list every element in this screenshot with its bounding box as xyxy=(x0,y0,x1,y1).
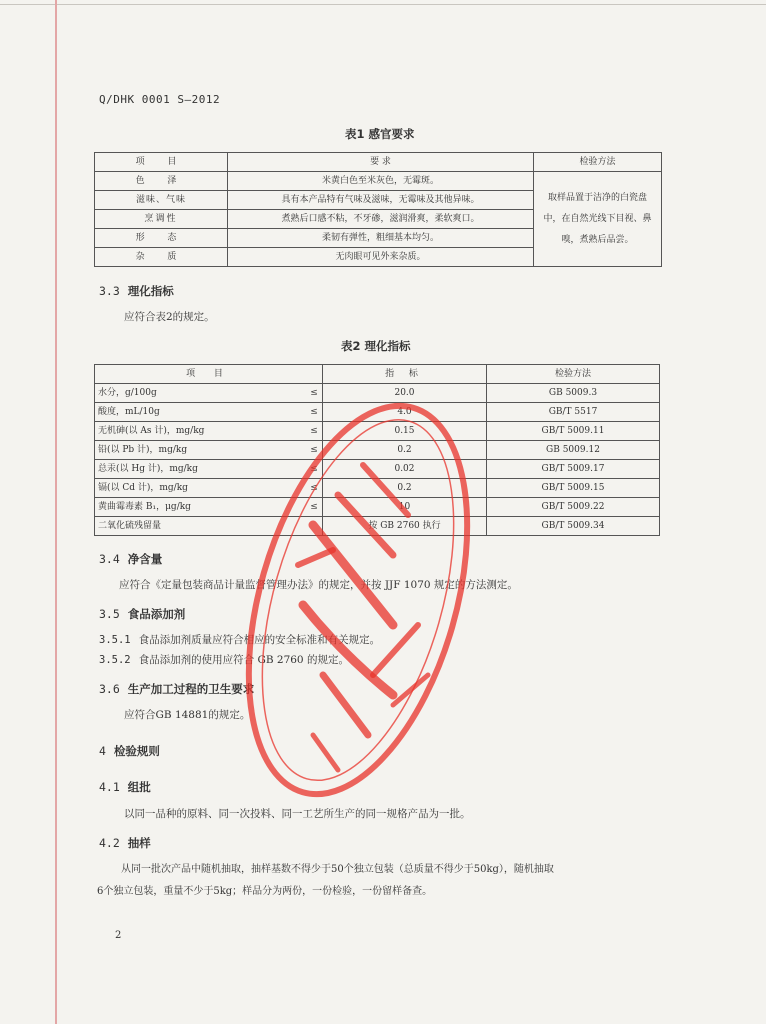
section-number: 4 xyxy=(99,744,106,758)
section-number: 3.5 xyxy=(99,607,120,621)
section-number: 4.1 xyxy=(99,780,120,794)
method-cell: GB/T 5009.15 xyxy=(487,479,660,498)
clause-text: 食品添加剂的使用应符合 GB 2760 的规定。 xyxy=(138,654,349,666)
section-4-2-text-line1: 从同一批次产品中随机抽取，抽样基数不得少于50个独立包装（总质量不得少于50kg），随机抽取 xyxy=(121,864,554,875)
section-4-2-text-line2: 6个独立包装，重量不少于5kg；样品分为两份，一份检验，一份留样备查。 xyxy=(97,886,433,897)
method-cell: 取样品置于洁净的白瓷盘中，在自然光线下目视、鼻嗅，煮熟后品尝。 xyxy=(534,172,662,267)
section-title: 净含量 xyxy=(127,552,163,566)
value-cell: 按 GB 2760 执行 xyxy=(323,517,487,536)
requirement-cell: 煮熟后口感不粘，不牙碜，滋润滑爽，柔软爽口。 xyxy=(228,210,534,229)
section-title: 检验规则 xyxy=(113,744,160,758)
method-cell: GB/T 5009.34 xyxy=(487,517,660,536)
method-cell: GB/T 5009.17 xyxy=(487,460,660,479)
value-cell: 0.15 xyxy=(323,422,487,441)
operator-cell: ≤ xyxy=(306,460,323,479)
clause-text: 食品添加剂质量应符合相应的安全标准和有关规定。 xyxy=(138,634,381,646)
item-cell: 水分，g/100g xyxy=(95,384,307,403)
value-cell: 20.0 xyxy=(323,384,487,403)
item-cell: 总汞(以 Hg 计)，mg/kg xyxy=(95,460,307,479)
header-cell: 项 目 xyxy=(95,365,323,384)
operator-cell: ≤ xyxy=(306,441,323,460)
method-cell: GB/T 5009.11 xyxy=(487,422,660,441)
item-cell: 色 泽 xyxy=(95,172,228,191)
section-3-5-heading xyxy=(99,606,185,622)
header-cell: 指 标 xyxy=(323,365,487,384)
section-number: 3.3 xyxy=(99,284,120,298)
operator-cell: ≤ xyxy=(306,403,323,422)
section-title: 理化指标 xyxy=(127,284,174,298)
value-cell: 10 xyxy=(323,498,487,517)
clause-number: 3.5.1 xyxy=(99,634,131,646)
value-cell: 0.2 xyxy=(323,441,487,460)
item-cell: 滋味、气味 xyxy=(95,191,228,210)
operator-cell: ≤ xyxy=(306,384,323,403)
section-title: 生产加工过程的卫生要求 xyxy=(127,682,255,696)
header-cell: 项 目 xyxy=(95,153,228,172)
item-cell: 无机砷(以 As 计)，mg/kg xyxy=(95,422,307,441)
requirement-cell: 具有本产品特有气味及滋味，无霉味及其他异味。 xyxy=(228,191,534,210)
section-number: 3.4 xyxy=(99,552,120,566)
item-cell: 酸度，mL/10g xyxy=(95,403,307,422)
section-3-6-text: 应符合GB 14881的规定。 xyxy=(124,709,251,721)
table-header-row xyxy=(95,153,662,172)
header-cell: 检验方法 xyxy=(487,365,660,384)
value-cell: 0.02 xyxy=(323,460,487,479)
section-3-6-heading xyxy=(99,681,254,697)
value-cell: 4.0 xyxy=(323,403,487,422)
requirement-cell: 柔韧有弹性，粗细基本均匀。 xyxy=(228,229,534,248)
item-cell: 二氧化硫残留量 xyxy=(95,517,307,536)
page-number: 2 xyxy=(115,930,122,941)
method-cell: GB 5009.3 xyxy=(487,384,660,403)
item-cell: 黄曲霉毒素 B₁，μg/kg xyxy=(95,498,307,517)
margin-line xyxy=(55,0,57,1024)
section-3-3-text: 应符合表2的规定。 xyxy=(124,311,215,323)
official-seal-stamp xyxy=(243,375,473,825)
operator-cell: ≤ xyxy=(306,479,323,498)
header-cell: 检验方法 xyxy=(534,153,662,172)
section-number: 3.6 xyxy=(99,682,120,696)
requirement-cell: 米黄白色至米灰色，无霉斑。 xyxy=(228,172,534,191)
section-3-3-heading xyxy=(99,283,174,299)
operator-cell: ≤ xyxy=(306,498,323,517)
page-top-edge xyxy=(0,4,766,5)
table1-caption: 表1 感官要求 xyxy=(345,127,415,141)
sensory-requirements-table xyxy=(94,152,662,267)
requirement-cell: 无肉眼可见外来杂质。 xyxy=(228,248,534,267)
table2-caption: 表2 理化指标 xyxy=(341,339,411,353)
section-4-1-text: 以同一品种的原料、同一次投料、同一工艺所生产的同一规格产品为一批。 xyxy=(124,808,471,820)
operator-cell: ≤ xyxy=(306,422,323,441)
section-4-heading xyxy=(99,743,160,759)
method-cell: GB/T 5517 xyxy=(487,403,660,422)
item-cell: 镉(以 Cd 计)，mg/kg xyxy=(95,479,307,498)
item-cell: 铅(以 Pb 计)，mg/kg xyxy=(95,441,307,460)
clause-number: 3.5.2 xyxy=(99,654,131,666)
method-cell: GB/T 5009.22 xyxy=(487,498,660,517)
section-4-2-heading xyxy=(99,835,151,851)
method-cell: GB 5009.12 xyxy=(487,441,660,460)
item-cell: 烹调性 xyxy=(95,210,228,229)
table-row xyxy=(95,172,662,191)
section-3-4-text: 应符合《定量包装商品计量监督管理办法》的规定，并按 JJF 1070 规定的方法测定。 xyxy=(119,579,518,591)
section-3-4-heading xyxy=(99,551,162,567)
section-title: 抽样 xyxy=(127,836,151,850)
section-4-1-heading xyxy=(99,779,151,795)
value-cell: 0.2 xyxy=(323,479,487,498)
header-cell: 要 求 xyxy=(228,153,534,172)
item-cell: 形 态 xyxy=(95,229,228,248)
standard-code: Q/DHK 0001 S—2012 xyxy=(99,93,221,106)
section-title: 组批 xyxy=(127,780,151,794)
section-number: 4.2 xyxy=(99,836,120,850)
item-cell: 杂 质 xyxy=(95,248,228,267)
section-title: 食品添加剂 xyxy=(127,607,186,621)
